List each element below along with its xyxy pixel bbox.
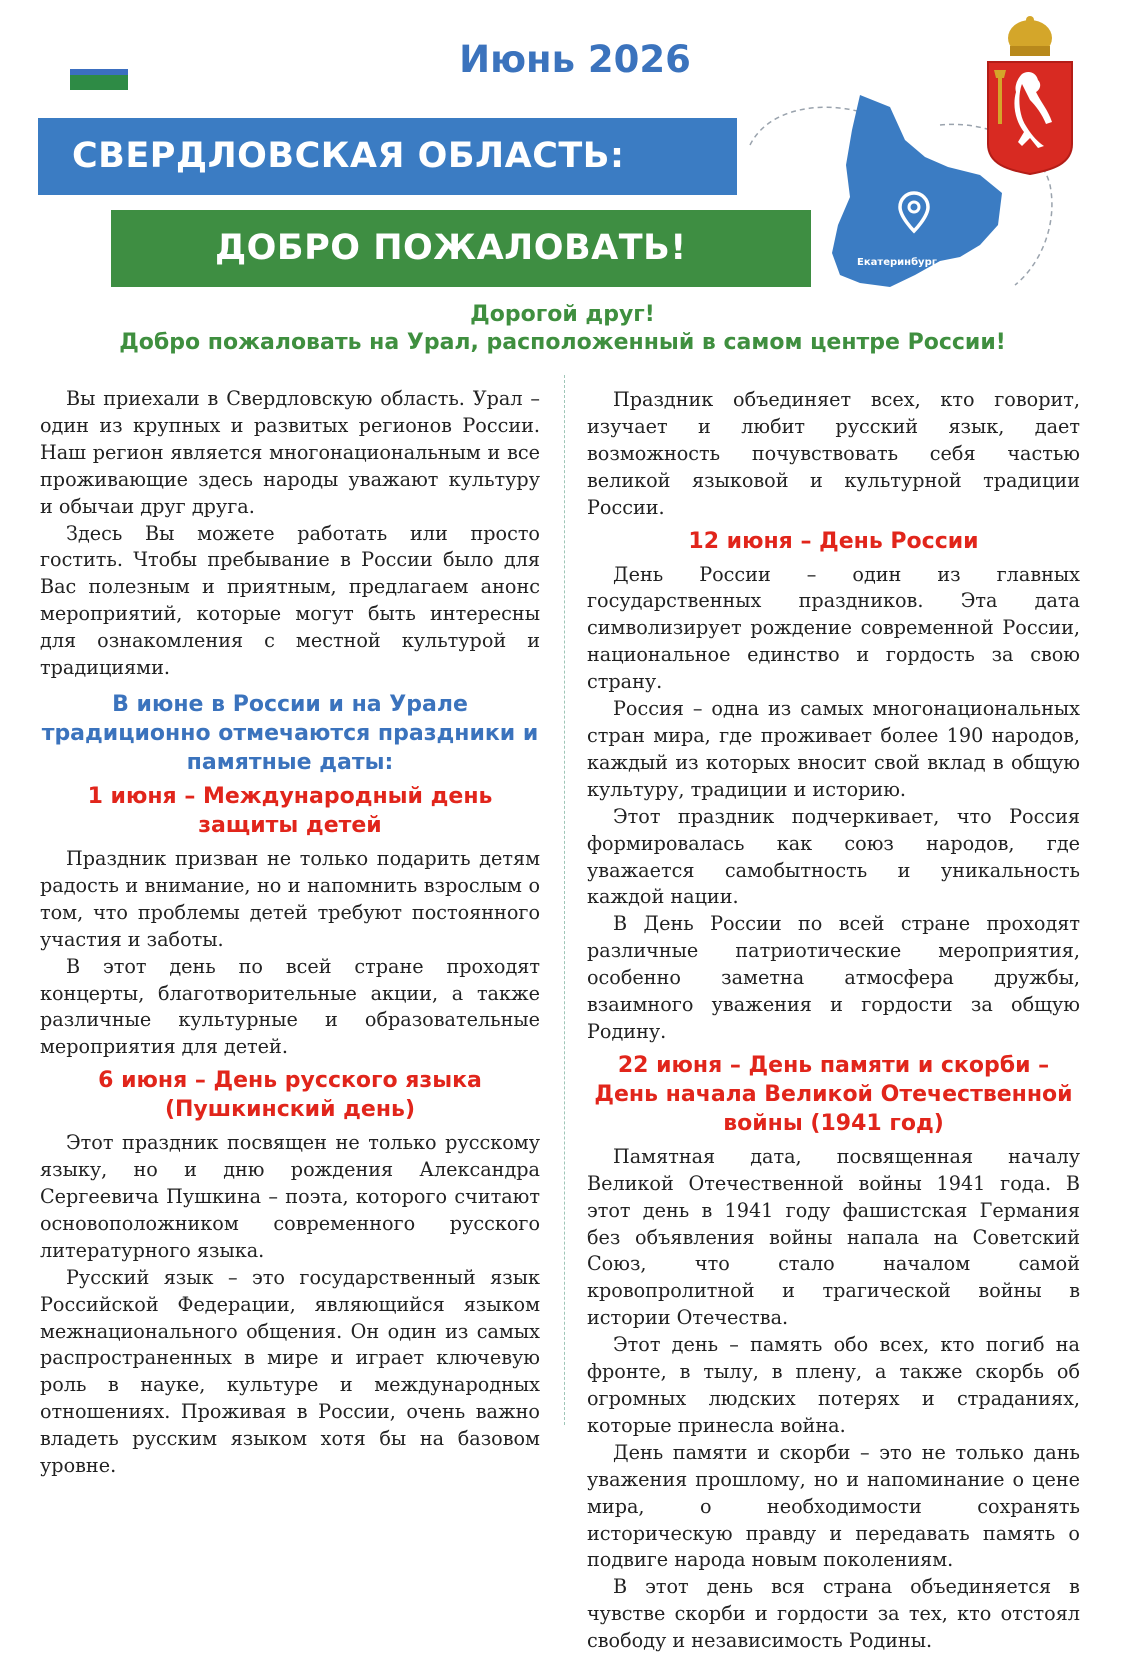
article-paragraph: В День России по всей стране проходят различные патриотические мероприятия, особенно заметна атмосфера дружбы, взаимного уважения и гордости за общую Родину. [587, 912, 1080, 1043]
welcome-banner: ДОБРО ПОЖАЛОВАТЬ! [111, 210, 811, 287]
page-title: Июнь 2026 [459, 38, 691, 81]
region-banner: СВЕРДЛОВСКАЯ ОБЛАСТЬ: [38, 118, 737, 195]
greeting-subtitle: Добро пожаловать на Урал, расположенный в самом центре России! [119, 330, 1006, 355]
article-paragraph: День памяти и скорби – это не только дань уважения прошлому, но и напоминание о цене мира, о необходимости сохранять историческую правду и передавать память о подвиге народа новым поколениям. [587, 1440, 1080, 1572]
greeting-title: Дорогой друг! [470, 302, 655, 327]
article-paragraph: Праздник объединяет всех, кто говорит, изучает и любит русский язык, дает возможность почувствовать себя частью великой языковой и культурной традиции России. [587, 388, 1080, 519]
june-6-heading: 6 июня – День русского языка (Пушкинский день) [98, 1068, 482, 1123]
holidays-heading: В июне в России и на Урале традиционно отмечаются праздники и памятные даты: [41, 691, 539, 775]
article-paragraph: Памятная дата, посвященная началу Великой Отечественной войны 1941 года. В этот день в 1941 году фашистская Германия без объявления войны напала на Советский Союз, что стало началом самой кровопролитной и трагической войны в истории Отечества. [587, 1144, 1080, 1330]
article-paragraph: Этот праздник подчеркивает, что Россия формировалась как союз народов, где уважается самобытность и уникальность каждой нации. [587, 804, 1080, 909]
coat-of-arms-icon [982, 14, 1078, 179]
article-paragraph: Праздник призван не только подарить детям радость и внимание, но и напомнить взрослым о том, что проблемы детей требуют постоянного участия и заботы. [40, 846, 540, 951]
intro-paragraph: Здесь Вы можете работать или просто гостить. Чтобы пребывание в России было для Вас полезным и приятным, предлагаем анонс мероприятий, которые могут быть интересны для ознакомления с местной культурой и традициями. [40, 521, 540, 680]
article-paragraph: Русский язык – это государственный язык Российской Федерации, являющийся языком межнационального общения. Он один из самых распространенных в мире и играет ключевую роль в науке, культуре и международных отношениях. Проживая в России, очень важно владеть русским языком хотя бы на базовом уровне. [40, 1265, 540, 1478]
map-city-label: Екатеринбург [857, 257, 937, 268]
june-1-heading: 1 июня – Международный день защиты детей [87, 783, 493, 838]
article-paragraph: Этот праздник посвящен не только русскому языку, но и дню рождения Александра Сергеевича Пушкина – поэта, которого считают основоположником современного русского литературного языка. [40, 1131, 540, 1262]
article-paragraph: День России – один из главных государственных праздников. Эта дата символизирует рождение современной России, национальное единство и гордость за свою страну. [587, 562, 1080, 694]
right-column [587, 387, 1080, 1655]
column-divider [564, 375, 565, 1425]
sverdlovsk-flag-icon [70, 52, 128, 90]
june-22-heading: 22 июня – День памяти и скорби – День начала Великой Отечественной войны (1941 год) [594, 1052, 1073, 1136]
left-column [40, 386, 540, 1480]
article-paragraph: В этот день по всей стране проходят концерты, благотворительные акции, а также различные культурные и образовательные мероприятия для детей. [40, 954, 540, 1059]
june-12-heading: 12 июня – День России [688, 528, 979, 554]
article-paragraph: В этот день вся страна объединяется в чувстве скорби и гордости за тех, кто отстоял свободу и независимость Родины. [587, 1575, 1080, 1653]
article-paragraph: Россия – одна из самых многонациональных стран мира, где проживает более 190 народов, каждый из которых вносит свой вклад в общую культуру, традиции и историю. [587, 697, 1080, 801]
article-paragraph: Этот день – память обо всех, кто погиб на фронте, в тылу, в плену, а также скорбь об огромных людских потерях и страданиях, которые принесла война. [587, 1333, 1080, 1437]
intro-paragraph: Вы приехали в Свердловскую область. Урал – один из крупных и развитых регионов России. Наш регион является многонациональным и все проживающие здесь народы уважают культуру и обычаи друг друга. [40, 387, 540, 518]
